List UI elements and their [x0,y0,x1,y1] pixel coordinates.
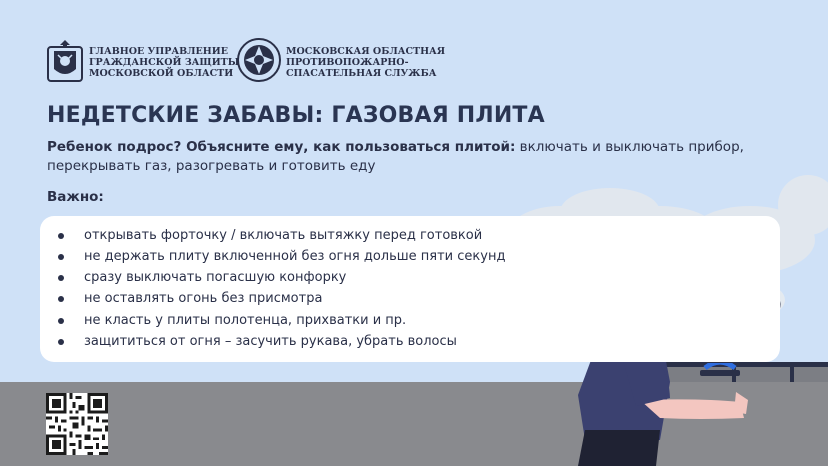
org-name-fire-rescue: МОСКОВСКАЯ ОБЛАСТНАЯ ПРОТИВОПОЖАРНО- СПАСАТЕЛЬНАЯ СЛУЖБА [286,46,446,79]
page-title: НЕДЕТСКИЕ ЗАБАВЫ: ГАЗОВАЯ ПЛИТА [47,103,545,128]
bullet-icon [58,275,64,281]
bullet-icon [58,339,64,345]
intro-bold: Ребенок подрос? Объясните ему, как пользоваться плитой: [47,139,516,155]
important-label: Важно: [47,189,104,205]
bullet-icon [58,254,64,260]
bullet-icon [58,318,64,324]
bullet-icon [58,296,64,302]
bullet-icon [58,233,64,239]
rules-card: открывать форточку / включать вытяжку перед готовкой не держать плиту включенной без огня дольше пяти секунд сразу выключать погасшую конфорку не оставлять огонь без присмотра не класть у плиты полотенца, прихватки и пр. защититься от огня – засучить рукава, убрать волосы [40,216,780,362]
org-name-civil-defense: ГЛАВНОЕ УПРАВЛЕНИЕ ГРАЖДАНСКОЙ ЗАЩИТЫ МОСКОВСКОЙ ОБЛАСТИ [89,46,240,79]
qr-code-icon[interactable] [46,393,108,455]
intro-rest: включать и выключать прибор, перекрывать газ, разогревать и готовить еду [47,139,744,174]
gas-stove [662,362,828,382]
